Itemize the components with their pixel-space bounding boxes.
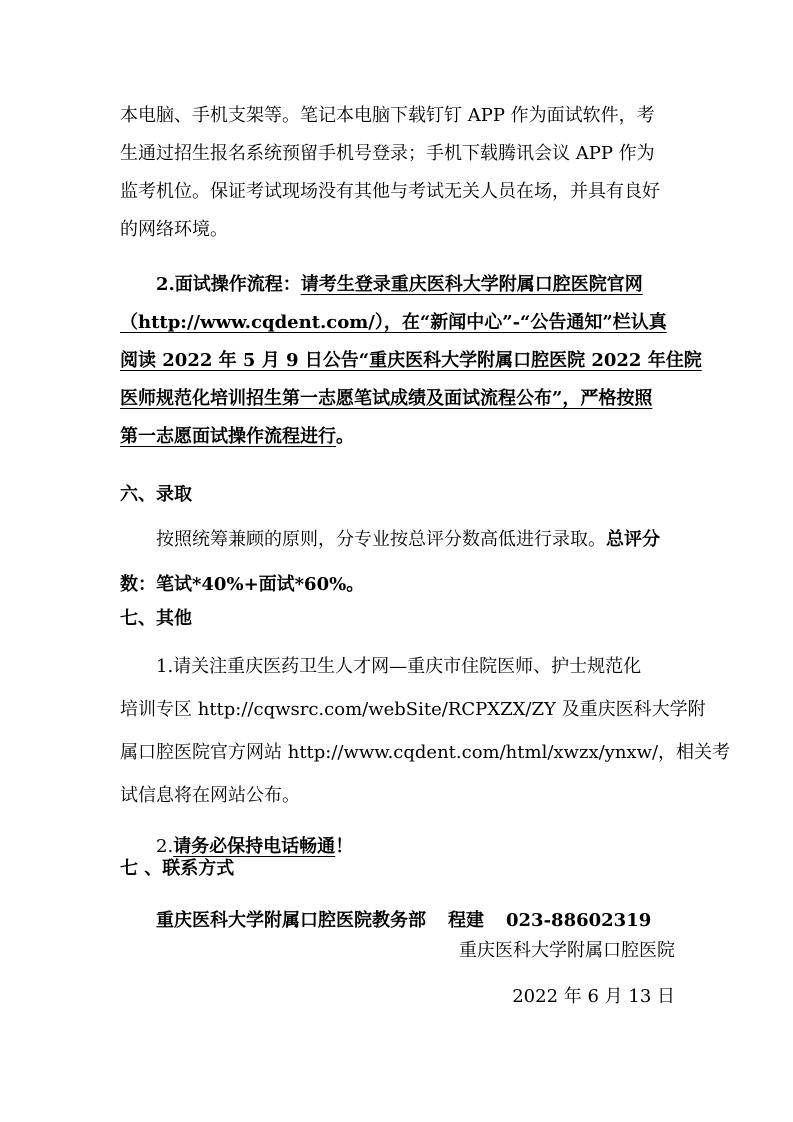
admission-section <box>120 476 675 604</box>
signature <box>120 932 675 1016</box>
section-heading-contact: 七 、联系方式 <box>120 858 235 879</box>
contact-person: 程建 <box>448 910 484 931</box>
section-heading-other: 七、其他 <box>120 608 192 629</box>
paragraph-line: 本电脑、手机支架等。笔记本电脑下载钉钉 APP 作为面试软件，考 <box>120 105 655 126</box>
phone-reminder-end: ！ <box>335 836 354 857</box>
contact-department: 重庆医科大学附属口腔医院教务部 <box>156 910 426 931</box>
paragraph-line: 的网络环境。 <box>120 219 228 240</box>
procedure-label: 2.面试操作流程： <box>156 274 301 295</box>
other-item-line: 试信息将在网站公布。 <box>120 785 300 806</box>
interview-procedure-paragraph <box>120 266 702 456</box>
signature-org: 重庆医科大学附属口腔医院 <box>459 940 675 961</box>
procedure-text: 阅读 2022 年 5 月 9 日公告“重庆医科大学附属口腔医院 2022 年住院 <box>120 350 702 371</box>
score-formula: 数：笔试*40%+面试*60%。 <box>120 574 365 595</box>
contact-section <box>120 850 675 940</box>
admission-text: 按照统筹兼顾的原则，分专业按总评分数高低进行录取。 <box>156 529 606 550</box>
other-section <box>120 600 731 866</box>
other-item-line: 属口腔医院官方网站 http://www.cqdent.com/html/xwzx/ynxw/，相关考 <box>120 742 731 763</box>
item2-prefix: 2. <box>156 836 174 857</box>
other-item-line: 培训专区 http://cqwsrc.com/webSite/RCPXZX/ZY 及重庆医科大学附 <box>120 699 706 720</box>
section-heading-admission: 六、录取 <box>120 484 192 505</box>
other-item-line: 1.请关注重庆医药卫生人才网—重庆市住院医师、护士规范化 <box>156 656 642 677</box>
procedure-text: （http://www.cqdent.com/），在“新闻中心”-“公告通知”栏认真 <box>120 312 667 333</box>
phone-reminder: 请务必保持电话畅通 <box>173 836 336 857</box>
procedure-text: 医师规范化培训招生第一志愿笔试成绩及面试流程公布”，严格按照 <box>120 388 653 409</box>
paragraph-line: 监考机位。保证考试现场没有其他与考试无关人员在场，并具有良好 <box>120 181 660 202</box>
equipment-paragraph <box>120 97 675 249</box>
admission-score-label: 总评分 <box>606 529 660 550</box>
procedure-text: 请考生登录重庆医科大学附属口腔医院官网 <box>300 274 643 295</box>
procedure-text: 第一志愿面试操作流程进行 <box>120 426 336 447</box>
procedure-text-end: 。 <box>336 426 354 447</box>
paragraph-line: 生通过招生报名系统预留手机号登录；手机下载腾讯会议 APP 作为 <box>120 143 655 164</box>
signature-date: 2022 年 6 月 13 日 <box>512 986 675 1007</box>
contact-phone: 023-88602319 <box>506 910 652 931</box>
